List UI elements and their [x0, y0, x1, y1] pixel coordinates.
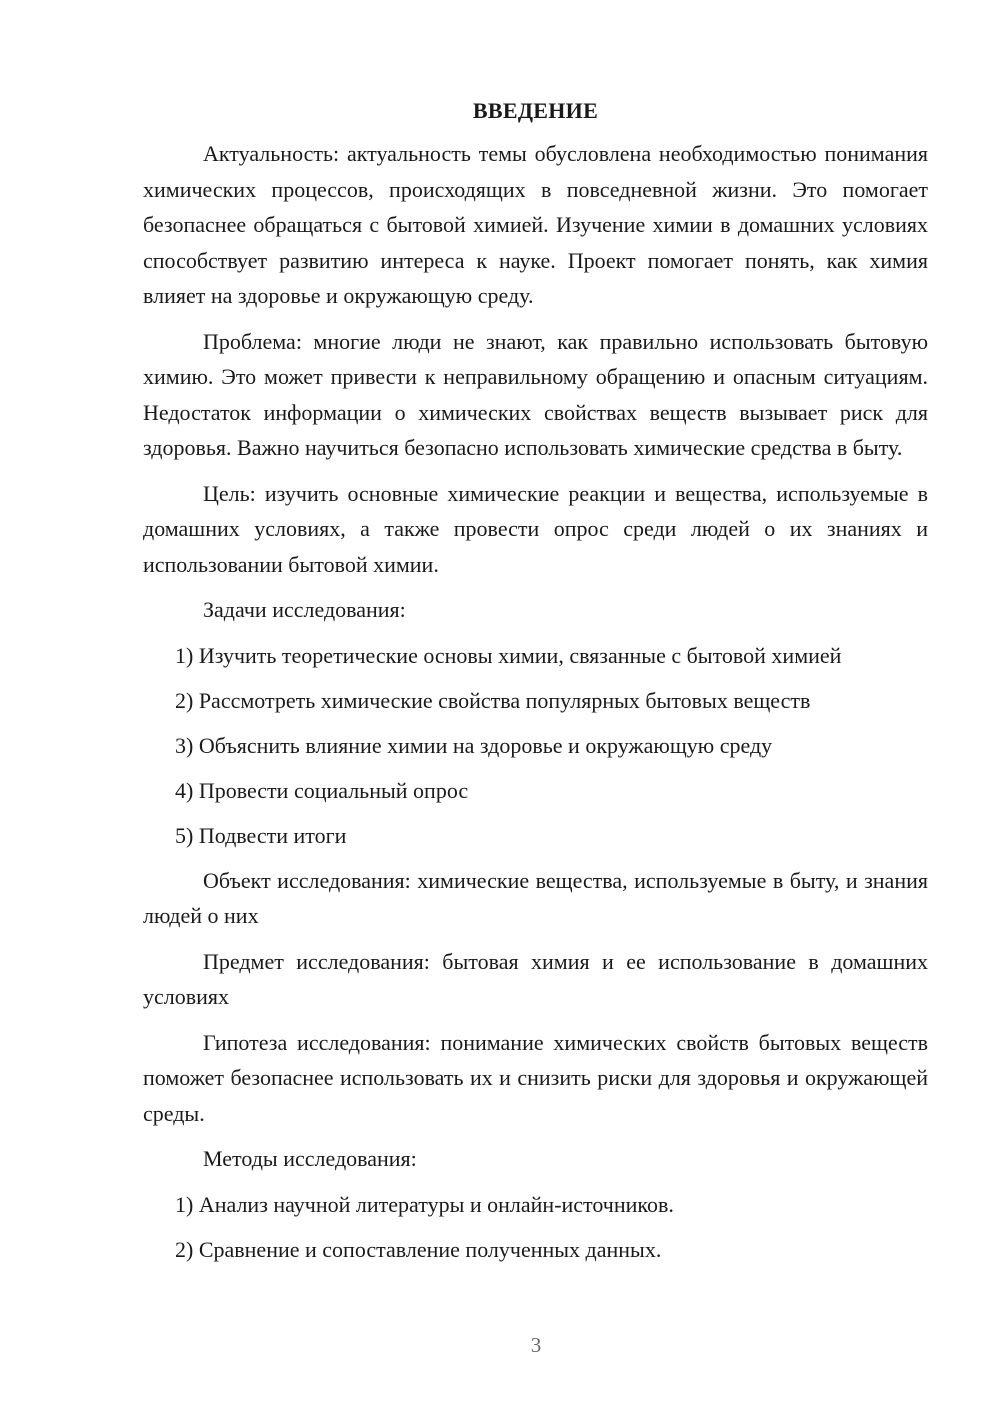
list-item: 1) Анализ научной литературы и онлайн-источников.	[175, 1191, 674, 1217]
methods-list	[143, 1187, 928, 1268]
document-page	[143, 94, 928, 1277]
methods-label: Методы исследования:	[203, 1146, 417, 1171]
list-item: 2) Сравнение и сопоставление полученных данных.	[175, 1236, 662, 1262]
paragraph-subject: Предмет исследования: бытовая химия и ее использование в домашних условиях	[143, 948, 928, 1009]
paragraph-goal: Цель: изучить основные химические реакции и вещества, используемые в домашних условиях, а также провести опрос среди людей о их знаниях и использовании бытовой химии.	[143, 480, 928, 577]
list-item: 1) Изучить теоретические основы химии, связанные с бытовой химией	[175, 642, 842, 668]
paragraph-problem: Проблема: многие люди не знают, как правильно использовать бытовую химию. Это может привести к неправильному обращению и опасным ситуациям. Недостаток информации о химических свойствах веществ вызывает риск для здоровья. Важно научиться безопасно использовать химические средства в быту.	[143, 328, 928, 460]
tasks-list	[143, 638, 928, 854]
page-number: 3	[530, 1333, 542, 1357]
list-item: 3) Объяснить влияние химии на здоровье и окружающую среду	[175, 732, 773, 758]
list-item: 5) Подвести итоги	[175, 822, 347, 848]
paragraph-hypothesis: Гипотеза исследования: понимание химических свойств бытовых веществ поможет безопаснее использовать их и снизить риски для здоровья и окружающей среды.	[143, 1029, 928, 1126]
section-heading: ВВЕДЕНИЕ	[472, 98, 599, 123]
tasks-label: Задачи исследования:	[203, 597, 406, 622]
paragraph-relevance: Актуальность: актуальность темы обусловлена необходимостью понимания химических процессов, происходящих в повседневной жизни. Это помогает безопаснее обращаться с бытовой химией. Изучение химии в домашних условиях способствует развитию интереса к науке. Проект помогает понять, как химия влияет на здоровье и окружающую среду.	[143, 141, 928, 308]
paragraph-object: Объект исследования: химические вещества, используемые в быту, и знания людей о них	[143, 867, 928, 928]
list-item: 4) Провести социальный опрос	[175, 777, 469, 803]
list-item: 2) Рассмотреть химические свойства популярных бытовых веществ	[175, 687, 811, 713]
